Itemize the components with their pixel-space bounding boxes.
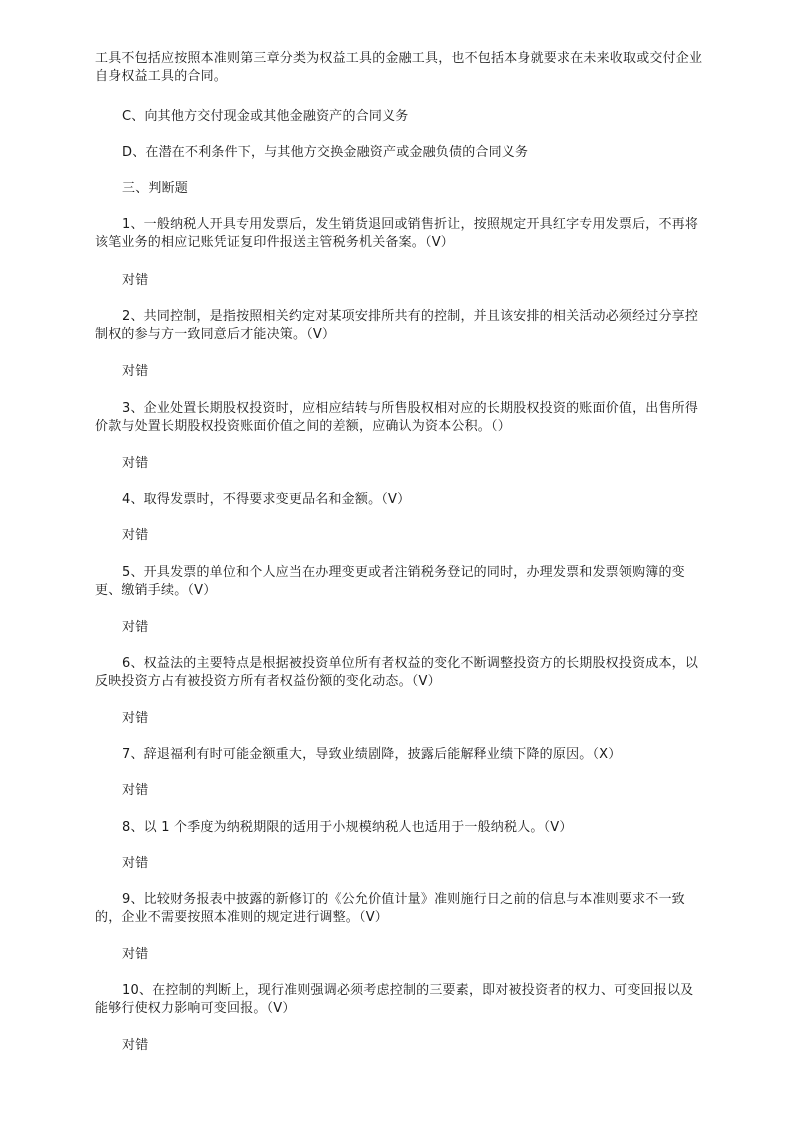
option-c: C、向其他方交付现金或其他金融资产的合同义务 bbox=[122, 109, 409, 124]
question-2: 2、共同控制，是指按照相关约定对某项安排所共有的控制，并且该安排的相关活动必须经过分享控制权的参与方一致同意后才能决策。（V） bbox=[95, 309, 699, 342]
section-title: 三、判断题 bbox=[122, 181, 189, 196]
answer-label-8: 对错 bbox=[122, 856, 149, 871]
question-8: 8、以 1 个季度为纳税期限的适用于小规模纳税人也适用于一般纳税人。（V） bbox=[122, 820, 573, 835]
question-7: 7、辞退福利有时可能金额重大，导致业绩剧降，披露后能解释业绩下降的原因。（X） bbox=[122, 747, 622, 762]
answer-label-2: 对错 bbox=[122, 364, 149, 379]
answer-label-3: 对错 bbox=[122, 456, 149, 471]
answer-label-5: 对错 bbox=[122, 620, 149, 635]
intro-continuation: 工具不包括应按照本准则第三章分类为权益工具的金融工具，也不包括本身就要求在未来收取或交付企业自身权益工具的合同。 bbox=[95, 51, 703, 84]
question-1: 1、一般纳税人开具专用发票后，发生销货退回或销售折让，按照规定开具红字专用发票后，不再将该笔业务的相应记账凭证复印件报送主管税务机关备案。（V） bbox=[95, 217, 699, 250]
question-3: 3、企业处置长期股权投资时，应相应结转与所售股权相对应的长期股权投资的账面价值，出售所得价款与处置长期股权投资账面价值之间的差额，应确认为资本公积。（） bbox=[95, 401, 699, 434]
question-10: 10、在控制的判断上，现行准则强调必须考虑控制的三要素，即对被投资者的权力、可变回报以及能够行使权力影响可变回报。（V） bbox=[95, 983, 694, 1016]
answer-label-6: 对错 bbox=[122, 711, 149, 726]
option-d: D、在潜在不利条件下，与其他方交换金融资产或金融负债的合同义务 bbox=[122, 145, 529, 160]
question-6: 6、权益法的主要特点是根据被投资单位所有者权益的变化不断调整投资方的长期股权投资成本，以反映投资方占有被投资方所有者权益份额的变化动态。（V） bbox=[95, 656, 699, 689]
answer-label-7: 对错 bbox=[122, 783, 149, 798]
answer-label-1: 对错 bbox=[122, 273, 149, 288]
answer-label-10: 对错 bbox=[122, 1038, 149, 1053]
question-4: 4、取得发票时，不得要求变更品名和金额。（V） bbox=[122, 492, 411, 507]
question-9: 9、比较财务报表中披露的新修订的《公允价值计量》准则施行日之前的信息与本准则要求不一致的，企业不需要按照本准则的规定进行调整。（V） bbox=[95, 892, 685, 925]
question-5: 5、开具发票的单位和个人应当在办理变更或者注销税务登记的同时，办理发票和发票领购簿的变更、缴销手续。（V） bbox=[95, 565, 685, 598]
answer-label-4: 对错 bbox=[122, 528, 149, 543]
answer-label-9: 对错 bbox=[122, 947, 149, 962]
